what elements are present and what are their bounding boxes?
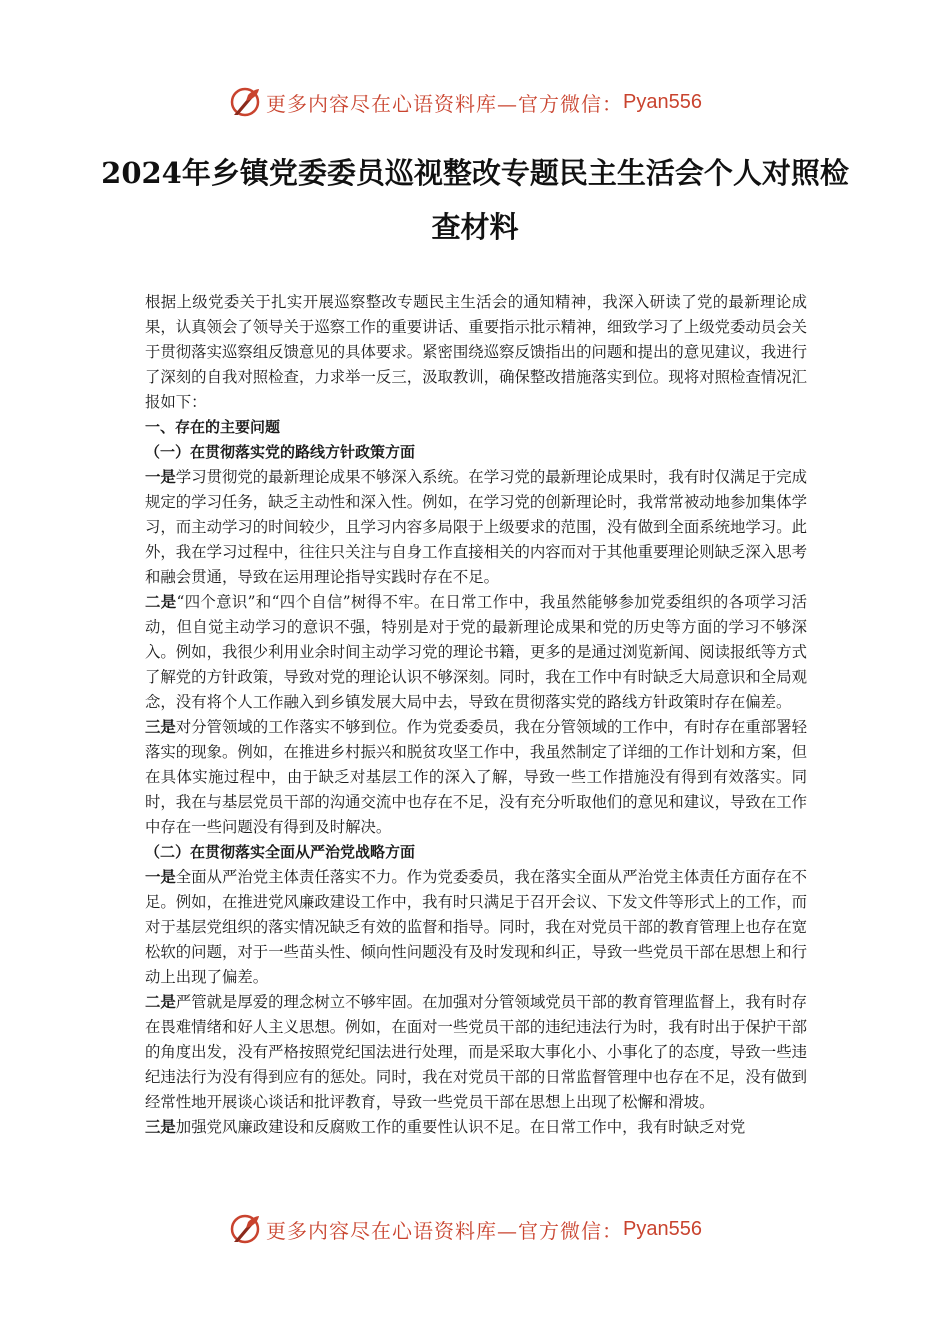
banner-text: 更多内容尽在心语资料库—官方微信： <box>266 91 623 116</box>
paragraph-item <box>145 1115 807 1140</box>
banner-wechat-id: Pyan556 <box>623 90 702 113</box>
footer-banner <box>228 1211 748 1247</box>
banner-text: 更多内容尽在心语资料库—官方微信： <box>266 1218 623 1243</box>
document-title: 2024年乡镇党委委员巡视整改专题民主生活会个人对照检查材料 <box>101 156 849 244</box>
item-text: 全面从严治党主体责任落实不力。作为党委委员，我在落实全面从严治党主体责任方面存在不足。例如，在推进党风廉政建设工作中，我有时只满足于召开会议、下发文件等形式上的工作，而对于基层党组织的落实情况缺乏有效的监督和指导。同时，我在对党员干部的教育管理上也存在宽松软的问题，对于一些苗头性、倾向性问题没有及时发现和纠正，导致一些党员干部在思想上和行动上出现了偏差。 <box>145 868 807 986</box>
paragraph-item <box>145 990 807 1115</box>
paragraph-item <box>145 865 807 990</box>
item-lead: 一是 <box>145 868 176 886</box>
item-text: “四个意识”和“四个自信”树得不牢。在日常工作中，我虽然能够参加党委组织的各项学习活动，但自觉主动学习的意识不强，特别是对于党的最新理论成果和党的历史等方面的学习不够深入。例如，我很少利用业余时间主动学习党的理论书籍，更多的是通过浏览新闻、阅读报纸等方式了解党的方针政策，导致对党的理论认识不够深刻。同时，我在工作中有时缺乏大局意识和全局观念，没有将个人工作融入到乡镇发展大局中去，导致在贯彻落实党的路线方针政策时存在偏差。 <box>145 593 807 711</box>
paragraph-item <box>145 715 807 840</box>
item-text: 严管就是厚爱的理念树立不够牢固。在加强对分管领域党员干部的教育管理监督上，我有时存在畏难情绪和好人主义思想。例如，在面对一些党员干部的违纪违法行为时，我有时出于保护干部的角度出发，没有严格按照党纪国法进行处理，而是采取大事化小、小事化了的态度，导致一些违纪违法行为没有得到应有的惩处。同时，我在对党员干部的日常监督管理中也存在不足，没有做到经常性地开展谈心谈话和批评教育，导致一些党员干部在思想上出现了松懈和滑坡。 <box>145 993 807 1111</box>
item-text: 对分管领域的工作落实不够到位。作为党委委员，我在分管领域的工作中，有时存在重部署轻落实的现象。例如，在推进乡村振兴和脱贫攻坚工作中，我虽然制定了详细的工作计划和方案，但在具体实施过程中，由于缺乏对基层工作的深入了解，导致一些工作措施没有得到有效落实。同时，我在与基层党员干部的沟通交流中也存在不足，没有充分听取他们的意见和建议，导致在工作中存在一些问题没有得到及时解决。 <box>145 718 807 836</box>
paragraph-item <box>145 590 807 715</box>
item-text: 学习贯彻党的最新理论成果不够深入系统。在学习党的最新理论成果时，我有时仅满足于完成规定的学习任务，缺乏主动性和深入性。例如，在学习党的创新理论时，我常常被动地参加集体学习，而主动学习的时间较少，且学习内容多局限于上级要求的范围，没有做到全面系统地学习。此外，我在学习过程中，往往只关注与自身工作直接相关的内容而对于其他重要理论则缺乏深入思考和融会贯通，导致在运用理论指导实践时存在不足。 <box>145 468 807 586</box>
subsection-heading-2: （二）在贯彻落实全面从严治党战略方面 <box>145 843 416 861</box>
item-text: 加强党风廉政建设和反腐败工作的重要性认识不足。在日常工作中，我有时缺乏对党 <box>175 1118 746 1136</box>
paragraph-item <box>145 465 807 590</box>
intro-paragraph: 根据上级党委关于扎实开展巡察整改专题民主生活会的通知精神，我深入研读了党的最新理论成果，认真领会了领导关于巡察工作的重要讲话、重要指示批示精神，细致学习了上级党委动员会关于贯彻落实巡察组反馈意见的具体要求。紧密围绕巡察反馈指出的问题和提出的意见建议，我进行了深刻的自我对照检查，力求举一反三，汲取教训，确保整改措施落实到位。现将对照检查情况汇报如下： <box>145 293 807 411</box>
item-lead: 二是 <box>145 993 176 1011</box>
item-lead: 二是 <box>145 593 177 611</box>
subsection-heading-1: （一）在贯彻落实党的路线方针政策方面 <box>145 443 416 461</box>
section-heading: 一、存在的主要问题 <box>145 418 281 436</box>
quill-logo-icon <box>228 85 262 119</box>
banner-wechat-id: Pyan556 <box>623 1217 702 1240</box>
header-banner <box>228 84 748 120</box>
item-lead: 三是 <box>145 718 176 736</box>
item-lead: 三是 <box>145 1118 176 1136</box>
quill-logo-icon <box>228 1212 262 1246</box>
document-body <box>145 290 807 1140</box>
item-lead: 一是 <box>145 468 176 486</box>
